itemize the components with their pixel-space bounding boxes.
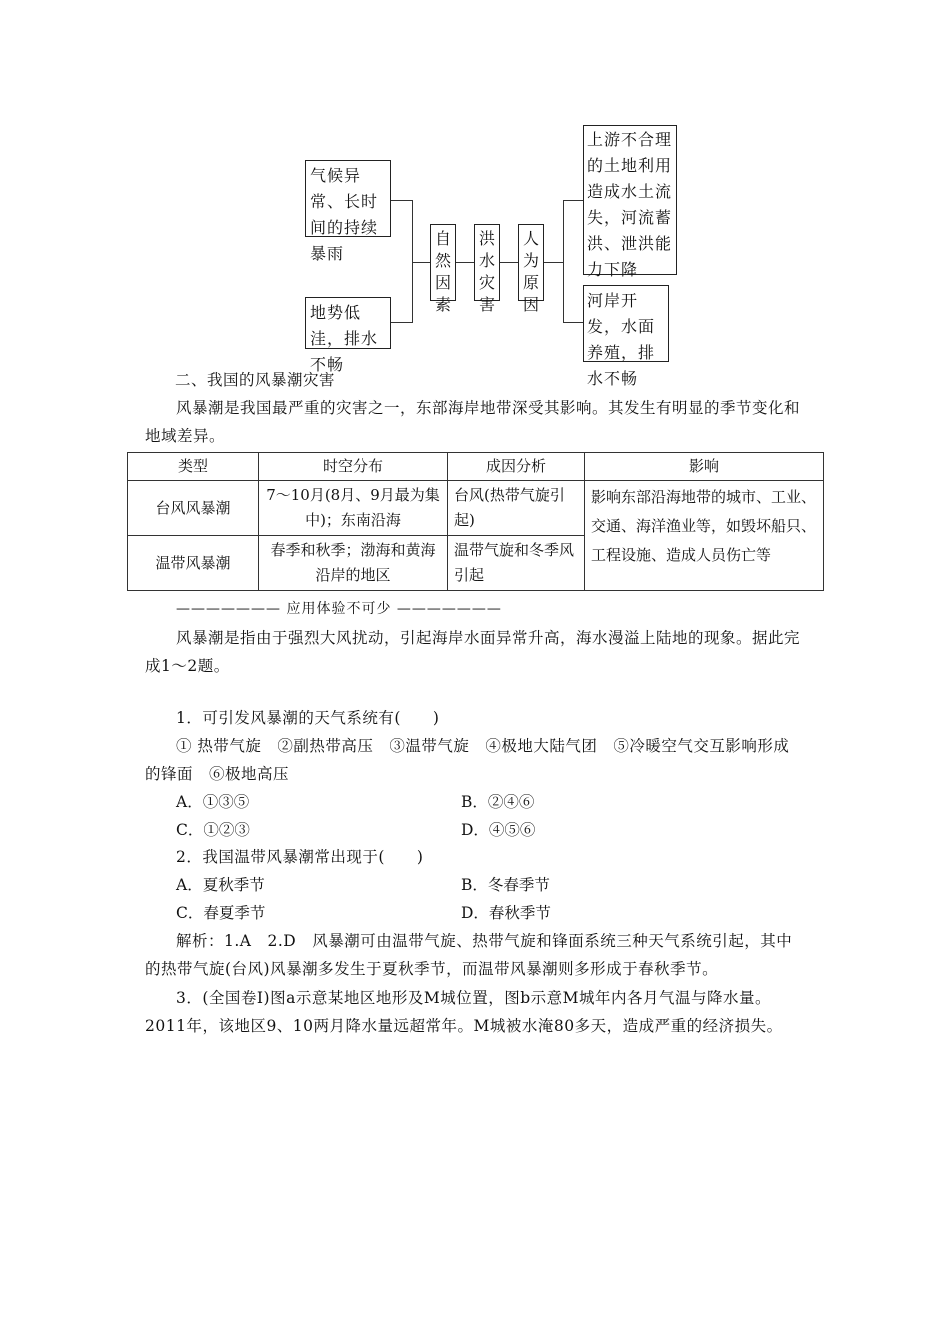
table-header-impact: 影响: [585, 453, 824, 481]
table-header-cause: 成因分析: [448, 453, 585, 481]
table-header-distribution: 时空分布: [259, 453, 448, 481]
question-2-option-a[interactable]: A．夏秋季节: [176, 876, 265, 894]
connector-line: [544, 262, 564, 263]
table-header-row: [128, 453, 824, 481]
diagram-box-climate: 气候异常、长时间的持续暴雨: [305, 160, 391, 237]
connector-line: [500, 262, 518, 263]
connector-line: [391, 200, 413, 201]
connector-line: [563, 200, 564, 323]
question-1-option-d[interactable]: D．④⑤⑥: [461, 821, 536, 839]
intro-paragraph: 风暴潮是我国最严重的灾害之一，东部海岸地带深受其影响。其发生有明显的季节变化和地域差异。: [145, 399, 801, 445]
table-cell-distribution: 春季和秋季；渤海和黄海沿岸的地区: [259, 536, 448, 591]
diagram-box-terrain: 地势低洼，排水不畅: [305, 297, 391, 349]
question-1-option-c[interactable]: C．①②③: [176, 821, 250, 839]
diagram-box-riverbank: 河岸开发，水面养殖，排水不畅: [583, 285, 669, 362]
question-2-option-c[interactable]: C．春夏季节: [176, 904, 266, 922]
question-2-stem: 2．我国温带风暴潮常出现于( ): [176, 848, 424, 866]
table-cell-cause: 台风(热带气旋引起): [448, 481, 585, 536]
section-divider: ——————— 应用体验不可少 ———————: [176, 601, 502, 617]
table-cell-type: 温带风暴潮: [128, 536, 259, 591]
connector-line: [563, 322, 583, 323]
material-paragraph: 风暴潮是指由于强烈大风扰动，引起海岸水面异常升高，海水漫溢上陆地的现象。据此完成1～2题。: [145, 629, 801, 675]
diagram-box-human: 人 为 原 因: [518, 224, 544, 301]
table-cell-type: 台风风暴潮: [128, 481, 259, 536]
question-1-option-a[interactable]: A．①③⑤: [176, 793, 250, 811]
analysis-paragraph: 解析：1.A 2.D 风暴潮可由温带气旋、热带气旋和锋面系统三种天气系统引起，其中的热带气旋(台风)风暴潮多发生于夏秋季节，而温带风暴潮则多形成于春秋季节。: [145, 932, 793, 978]
question-2-option-d[interactable]: D．春秋季节: [461, 904, 551, 922]
question-2-option-b[interactable]: B．冬春季节: [461, 876, 550, 894]
connector-line: [412, 262, 430, 263]
question-1-option-b[interactable]: B．②④⑥: [461, 793, 535, 811]
table-cell-cause: 温带气旋和冬季风引起: [448, 536, 585, 591]
question-3-paragraph: 3．(全国卷Ⅰ)图a示意某地区地形及M城位置，图b示意M城年内各月气温与降水量。2011年，该地区9、10两月降水量远超常年。M城被水淹80多天，造成严重的经济损失。: [145, 989, 783, 1035]
question-1-items: ① 热带气旋 ②副热带高压 ③温带气旋 ④极地大陆气团 ⑤冷暖空气交互影响形成的锋面 ⑥极地高压: [145, 737, 790, 783]
table-row: [128, 481, 824, 536]
storm-surge-table: [127, 452, 824, 591]
connector-line: [563, 200, 583, 201]
section-title: 二、我国的风暴潮灾害: [175, 371, 336, 389]
table-cell-distribution: 7～10月(8月、9月最为集中)；东南沿海: [259, 481, 448, 536]
question-1-stem: 1．可引发风暴潮的天气系统有( ): [176, 709, 440, 727]
table-header-type: 类型: [128, 453, 259, 481]
diagram-box-natural: 自 然 因 素: [430, 224, 456, 301]
diagram-box-upstream: 上游不合理的土地利用造成水土流失，河流蓄洪、泄洪能力下降: [583, 125, 677, 275]
connector-line: [391, 322, 413, 323]
connector-line: [456, 262, 474, 263]
table-cell-impact: 影响东部沿海地带的城市、工业、交通、海洋渔业等，如毁坏船只、工程设施、造成人员伤亡等: [585, 481, 824, 591]
diagram-box-flood: 洪 水 灾 害: [474, 224, 500, 301]
